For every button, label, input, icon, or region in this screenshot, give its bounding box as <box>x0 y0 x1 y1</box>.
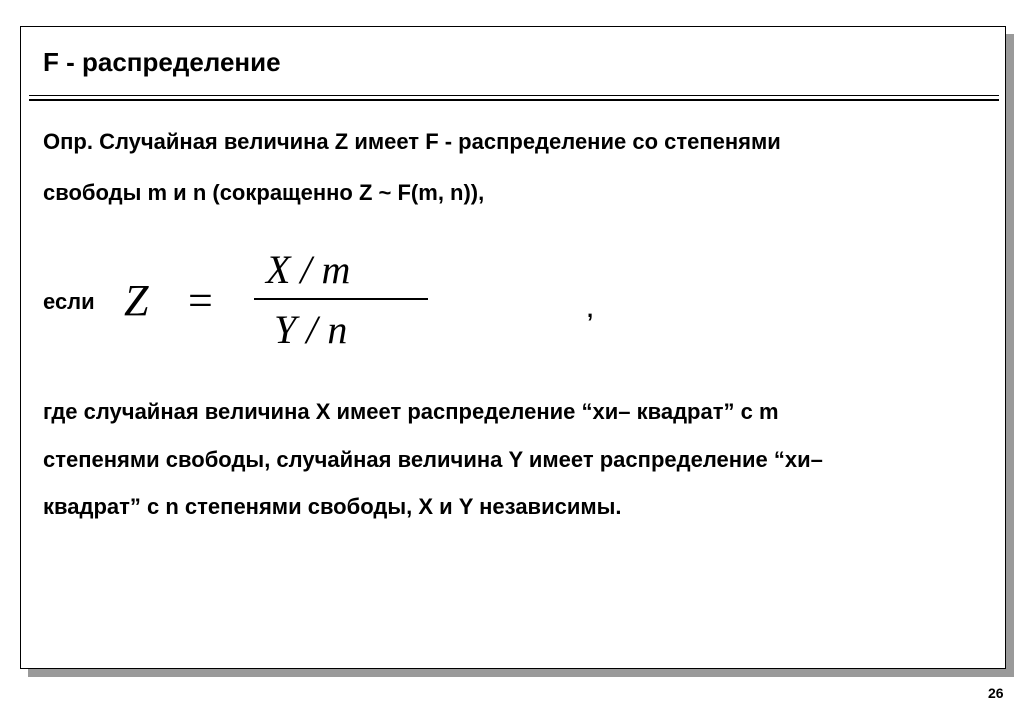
title-divider-thin <box>29 95 999 96</box>
formula-equals: = <box>188 276 213 325</box>
definition-line-2: свободы m и n (сокращенно Z ~ F(m, n)), <box>43 180 485 205</box>
formula-comma: , <box>587 297 594 322</box>
title-divider-thick <box>29 99 999 101</box>
f-distribution-formula <box>116 243 436 353</box>
slide-frame <box>20 26 1006 669</box>
definition-line-1: Опр. Случайная величина Z имеет F - распределение со степенями <box>43 129 781 154</box>
formula-numerator: X / m <box>266 247 351 292</box>
formula-denominator: Y / n <box>274 307 348 352</box>
formula-lhs: Z <box>124 276 149 325</box>
page-number: 26 <box>988 685 1004 701</box>
where-line-2: степенями свободы, случайная величина Y имеет распределение “хи– <box>43 447 823 472</box>
where-line-1: где случайная величина X имеет распределение “хи– квадрат” с m <box>43 399 779 424</box>
where-line-3: квадрат” с n степенями свободы, X и Y независимы. <box>43 494 622 519</box>
slide-title: F - распределение <box>43 47 281 77</box>
if-label: если <box>43 289 95 314</box>
